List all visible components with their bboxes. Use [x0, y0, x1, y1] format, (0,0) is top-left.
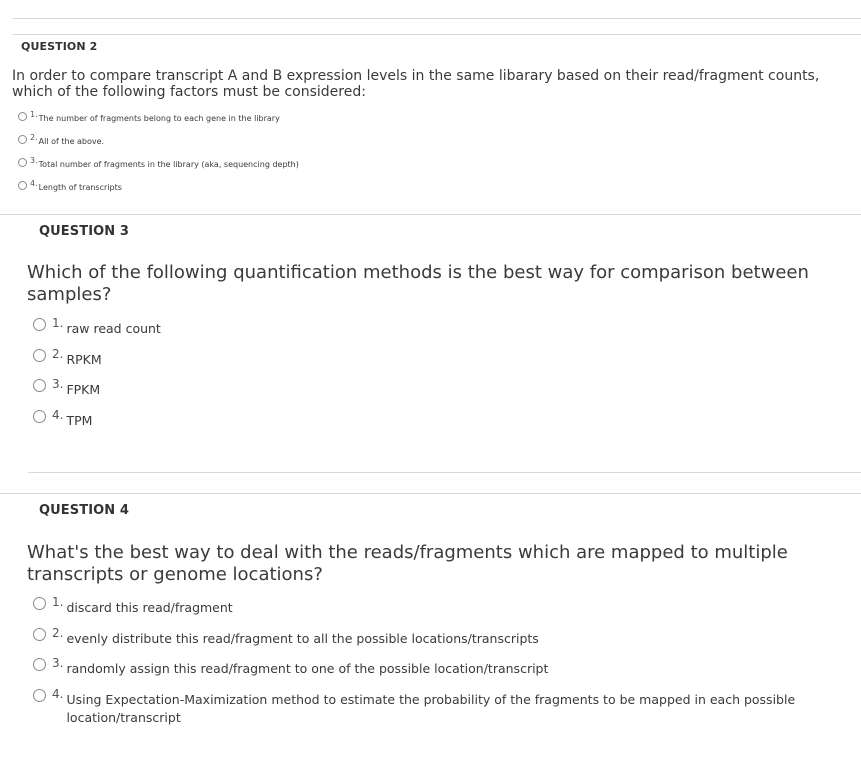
- question-2-option-1[interactable]: [18, 110, 280, 123]
- question-4-option-2[interactable]: [33, 628, 826, 648]
- option-label: RPKM: [66, 352, 102, 367]
- radio-button[interactable]: [33, 628, 46, 641]
- radio-button[interactable]: [33, 689, 46, 702]
- option-number: 4.: [30, 179, 38, 188]
- option-label: Length of transcripts: [38, 183, 122, 192]
- radio-button[interactable]: [33, 597, 46, 610]
- divider: [12, 18, 861, 19]
- radio-button[interactable]: [33, 658, 46, 671]
- radio-button[interactable]: [18, 135, 27, 144]
- option-number: 4.: [52, 687, 64, 701]
- option-number: 3.: [52, 377, 64, 391]
- option-number: 2.: [30, 133, 38, 142]
- question-2-header: QUESTION 2: [21, 40, 98, 53]
- divider: [28, 472, 861, 473]
- question-3-text: Which of the following quantification methods is the best way for comparison between samples?: [27, 262, 809, 305]
- option-label: TPM: [66, 413, 93, 428]
- option-label: discard this read/fragment: [66, 600, 233, 615]
- question-4-header: QUESTION 4: [39, 503, 130, 518]
- question-2-option-4[interactable]: [18, 179, 122, 192]
- option-number: 1.: [30, 110, 38, 119]
- divider: [0, 214, 861, 215]
- option-number: 4.: [52, 408, 64, 422]
- option-label: FPKM: [66, 382, 101, 397]
- divider: [12, 34, 861, 35]
- option-label: randomly assign this read/fragment to one of the possible location/transcript: [66, 661, 549, 676]
- option-number: 3.: [52, 656, 64, 670]
- question-3-header: QUESTION 3: [39, 224, 130, 239]
- question-3-option-2[interactable]: [33, 349, 826, 369]
- question-4-option-4[interactable]: [33, 689, 826, 727]
- radio-button[interactable]: [18, 158, 27, 167]
- radio-button[interactable]: [18, 181, 27, 190]
- option-number: 1.: [52, 595, 64, 609]
- question-2-option-3[interactable]: [18, 156, 299, 169]
- option-number: 3.: [30, 156, 38, 165]
- question-4-option-1[interactable]: [33, 597, 826, 617]
- question-2-text: In order to compare transcript A and B expression levels in the same libarary based on their read/fragment counts, which of the following factors must be considered:: [12, 68, 820, 100]
- question-3-option-3[interactable]: [33, 379, 826, 399]
- option-label: The number of fragments belong to each gene in the library: [38, 114, 280, 123]
- question-4-text: What's the best way to deal with the reads/fragments which are mapped to multiple transcripts or genome locations?: [27, 542, 788, 585]
- radio-button[interactable]: [18, 112, 27, 121]
- radio-button[interactable]: [33, 379, 46, 392]
- option-number: 2.: [52, 347, 64, 361]
- option-label: evenly distribute this read/fragment to all the possible locations/transcripts: [66, 631, 539, 646]
- option-number: 2.: [52, 626, 64, 640]
- question-2-option-2[interactable]: [18, 133, 104, 146]
- radio-button[interactable]: [33, 410, 46, 423]
- option-number: 1.: [52, 316, 64, 330]
- question-3-option-1[interactable]: [33, 318, 826, 338]
- question-4-option-3[interactable]: [33, 658, 826, 678]
- option-label: All of the above.: [38, 137, 105, 146]
- divider: [0, 493, 861, 494]
- radio-button[interactable]: [33, 349, 46, 362]
- option-label: raw read count: [66, 321, 161, 336]
- option-label: Using Expectation-Maximization method to estimate the probability of the fragments to be mapped in each possible location/transcript: [66, 692, 796, 725]
- question-3-option-4[interactable]: [33, 410, 826, 430]
- option-label: Total number of fragments in the library (aka, sequencing depth): [38, 160, 299, 169]
- radio-button[interactable]: [33, 318, 46, 331]
